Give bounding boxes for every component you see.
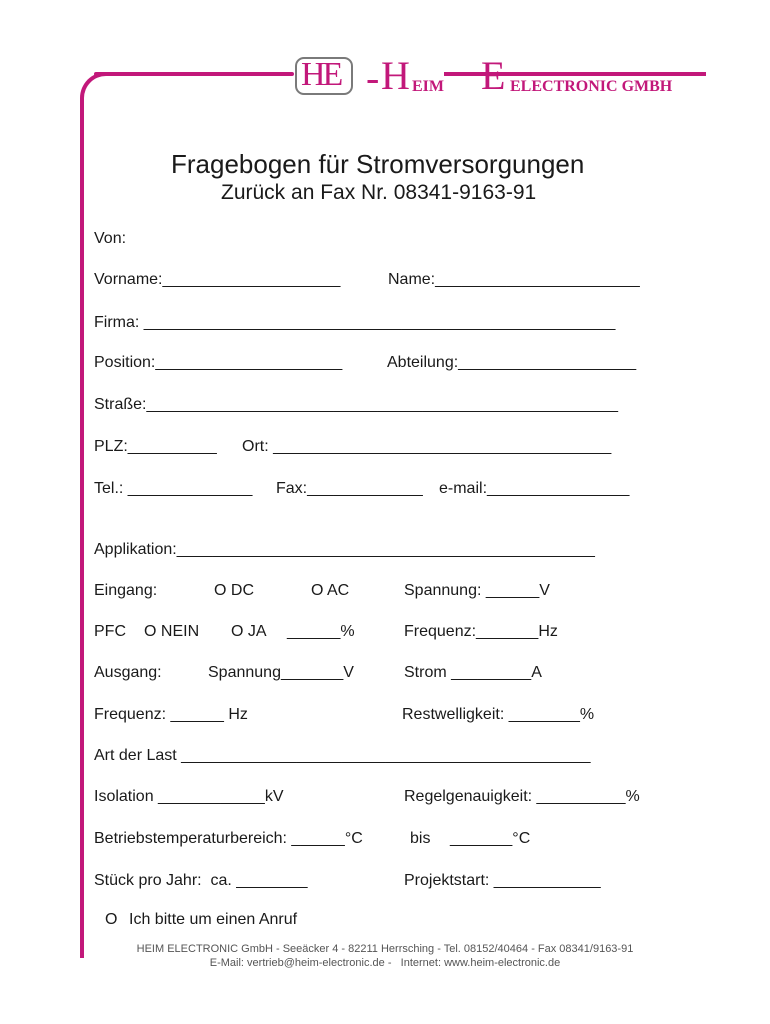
applikation-field[interactable]: Applikation:_______________________________________________ [94, 541, 595, 558]
betriebstemp-max-field[interactable]: _______°C [450, 830, 531, 847]
tel-field[interactable]: Tel.: ______________ [94, 480, 253, 497]
brand-electronic-text: ELECTRONIC GMBH [510, 78, 673, 95]
vorname-field[interactable]: Vorname:____________________ [94, 271, 341, 288]
frame-top-line [94, 72, 294, 76]
strasse-field[interactable]: Straße:_____________________________________________________ [94, 396, 619, 413]
brand-e-letter: E [481, 53, 506, 98]
brand-h-letter: H [381, 53, 410, 98]
logo-mark-text: HE [301, 56, 341, 93]
footer-address: HEIM ELECTRONIC GmbH - Seeäcker 4 - 82211 Herrsching - Tel. 08152/40464 - Fax 08341/9163-91 [136, 943, 634, 955]
spannung-in-field[interactable]: Spannung: ______V [404, 582, 550, 599]
fax-field[interactable]: Fax:_____________ [276, 480, 423, 497]
ort-field[interactable]: Ort: ______________________________________ [242, 438, 612, 455]
frequenz-out-field[interactable]: Frequenz: ______ Hz [94, 706, 248, 723]
name-field[interactable]: Name:_______________________ [388, 271, 640, 288]
pfc-nein-checkbox[interactable]: O NEIN [144, 623, 200, 640]
frame-left-line [80, 100, 84, 958]
bis-label: bis [410, 830, 431, 847]
betriebstemp-min-field[interactable]: Betriebstemperaturbereich: ______°C [94, 830, 363, 847]
position-field[interactable]: Position:_____________________ [94, 354, 343, 371]
eingang-ac-checkbox[interactable]: O AC [311, 582, 350, 599]
pfc-ja-checkbox[interactable]: O JA [231, 623, 267, 640]
brand-eim-text: EIM [412, 78, 444, 95]
abteilung-field[interactable]: Abteilung:____________________ [387, 354, 637, 371]
pfc-label: PFC [94, 623, 126, 640]
frequenz-in-field[interactable]: Frequenz:_______Hz [404, 623, 558, 640]
eingang-label: Eingang: [94, 582, 158, 599]
spannung-out-field[interactable]: Spannung_______V [208, 664, 354, 681]
von-label: Von: [94, 230, 127, 247]
email-field[interactable]: e-mail:________________ [439, 480, 630, 497]
firma-field[interactable]: Firma: _____________________________________________________ [94, 314, 616, 331]
anruf-checkbox[interactable]: O [105, 911, 118, 928]
document-subtitle: Zurück an Fax Nr. 08341-9163-91 [221, 181, 537, 204]
frame-corner [80, 72, 110, 102]
strom-field[interactable]: Strom _________A [404, 664, 542, 681]
stueck-field[interactable]: Stück pro Jahr: ca. ________ [94, 872, 308, 889]
document-title: Fragebogen für Stromversorgungen [171, 149, 585, 179]
isolation-field[interactable]: Isolation ____________kV [94, 788, 284, 805]
ausgang-label: Ausgang: [94, 664, 162, 681]
plz-field[interactable]: PLZ:__________ [94, 438, 217, 455]
footer-contact: E-Mail: vertrieb@heim-electronic.de - Internet: www.heim-electronic.de [209, 957, 561, 969]
brand-dash: - [366, 55, 380, 100]
eingang-dc-checkbox[interactable]: O DC [214, 582, 254, 599]
restwelligkeit-field[interactable]: Restwelligkeit: ________% [402, 706, 595, 723]
anruf-label: Ich bitte um einen Anruf [129, 911, 298, 928]
pfc-percent-field[interactable]: ______% [287, 623, 355, 640]
art-der-last-field[interactable]: Art der Last ______________________________________________ [94, 747, 591, 764]
regelgenauigkeit-field[interactable]: Regelgenauigkeit: __________% [404, 788, 640, 805]
projektstart-field[interactable]: Projektstart: ____________ [404, 872, 601, 889]
